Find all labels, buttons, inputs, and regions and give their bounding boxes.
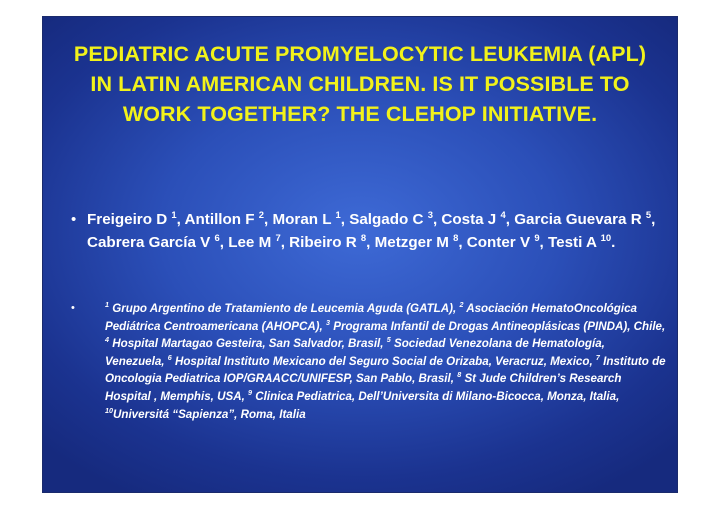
author-item: Lee M $^7$, bbox=[228, 231, 290, 251]
affiliation-list bbox=[105, 300, 667, 423]
affiliation-text: Hospital Instituto Mexicano del Seguro Social de Orizaba, Veracruz, Mexico bbox=[174, 354, 590, 368]
affiliation-superscript: 9 bbox=[248, 388, 253, 398]
affiliation-text: Programa Infantil de Drogas Antineoplásicas (PINDA), Chile bbox=[333, 319, 662, 333]
author-superscript: 3 bbox=[427, 208, 433, 220]
author-superscript: 4 bbox=[500, 208, 506, 220]
bullet-authors: • bbox=[71, 211, 77, 228]
affiliation-item: $^2$ Asociación HematoOncológica Pediátrica Centroamericana (AHOPCA), bbox=[105, 300, 637, 333]
author-item: Salgado C $^3$, bbox=[349, 208, 442, 228]
affiliation-item: $^1$ Grupo Argentino de Tratamiento de Leucemia Aguda (GATLA), bbox=[105, 300, 460, 315]
author-superscript: 10 bbox=[600, 231, 612, 243]
affiliation-item: $^6$ Hospital Instituto Mexicano del Seguro Social de Orizaba, Veracruz, Mexico, bbox=[167, 352, 596, 368]
author-name: Testi A bbox=[548, 233, 597, 251]
affiliation-item: $^9$ Clinica Pediatrica, Dell’Universita di Milano-Bicocca, Monza, Italia, bbox=[248, 388, 620, 403]
affiliation-text: Clinica Pediatrica, Dell’Universita di Milano-Bicocca, Monza, Italia bbox=[255, 389, 617, 403]
author-name: Metzger M bbox=[374, 233, 449, 251]
author-superscript: 1 bbox=[335, 208, 341, 220]
affiliation-item: $^8$ St Jude Children’s Research Hospital , Memphis, USA, bbox=[105, 370, 622, 403]
affiliation-text: Grupo Argentino de Tratamiento de Leucemia Aguda (GATLA) bbox=[112, 302, 453, 315]
affiliation-item bbox=[105, 405, 306, 421]
author-item: Cabrera García V $^6$, bbox=[87, 231, 229, 251]
affiliation-superscript: 10 bbox=[105, 405, 113, 415]
author-superscript: 1 bbox=[171, 208, 177, 220]
affiliation-superscript: 7 bbox=[595, 352, 600, 362]
affiliation-superscript: 1 bbox=[105, 300, 109, 310]
affiliation-superscript: 5 bbox=[386, 335, 391, 345]
author-superscript: 5 bbox=[645, 208, 652, 220]
author-list bbox=[87, 209, 667, 254]
bullet-affiliations: • bbox=[71, 302, 75, 314]
affiliation-text: Hospital Martagao Gesteira, San Salvador, Brasil bbox=[112, 337, 381, 351]
affiliation-item: $^5$ Sociedad Venezolana de Hematología, Venezuela, bbox=[105, 335, 605, 368]
author-name: Garcia Guevara R bbox=[514, 211, 642, 228]
author-superscript: 9 bbox=[534, 231, 540, 243]
slide bbox=[42, 16, 678, 493]
affiliation-superscript: 2 bbox=[459, 300, 464, 310]
author-name: Costa J bbox=[441, 211, 497, 228]
affiliation-superscript: 4 bbox=[105, 335, 109, 345]
author-item: Moran L $^1$, bbox=[272, 208, 350, 228]
affiliation-text: Universitá “Sapienza”, Roma, Italia bbox=[113, 407, 306, 421]
author-name: Cabrera García V bbox=[87, 233, 211, 251]
affiliation-text: Sociedad Venezolana de Hematología, Venezuela bbox=[105, 337, 605, 368]
author-name: Salgado C bbox=[349, 211, 424, 228]
author-superscript: 2 bbox=[258, 208, 265, 220]
affiliation-text: Instituto de Oncologia Pediatrica IOP/GRAACC/UNIFESP, San Pablo, Brasil bbox=[105, 354, 666, 386]
author-name: Freigeiro D bbox=[87, 211, 168, 228]
slide-title: PEDIATRIC ACUTE PROMYELOCYTIC LEUKEMIA (APL) IN LATIN AMERICAN CHILDREN. IS IT POSSIBLE TO WORK TOGETHER? THE CLEHOP INITIATIVE. bbox=[73, 42, 647, 126]
author-name: Conter V bbox=[466, 233, 531, 251]
author-name: Antillon F bbox=[184, 211, 255, 228]
author-name: Ribeiro R bbox=[289, 233, 357, 251]
author-name: Lee M bbox=[228, 233, 272, 251]
affiliation-text: Asociación HematoOncológica Pediátrica Centroamericana (AHOPCA) bbox=[105, 302, 637, 333]
affiliation-item: $^3$ Programa Infantil de Drogas Antineoplásicas (PINDA), Chile, bbox=[326, 317, 666, 333]
author-superscript: 7 bbox=[275, 231, 281, 243]
author-item: Testi A $^{10}$. bbox=[548, 231, 616, 251]
affiliation-item: $^4$ Hospital Martagao Gesteira, San Salvador, Brasil, bbox=[105, 335, 387, 351]
author-name: Moran L bbox=[272, 211, 332, 228]
affiliation-superscript: 8 bbox=[457, 370, 462, 380]
author-item: Freigeiro D $^1$, bbox=[87, 208, 185, 228]
author-superscript: 6 bbox=[214, 231, 220, 243]
author-item: Costa J $^4$, bbox=[441, 208, 515, 228]
affiliation-superscript: 6 bbox=[167, 352, 172, 362]
author-item: Conter V $^9$, bbox=[466, 231, 548, 251]
author-superscript: 8 bbox=[360, 231, 367, 243]
author-superscript: 8 bbox=[453, 231, 459, 243]
author-item: Antillon F $^2$, bbox=[184, 208, 273, 228]
author-item: Ribeiro R $^8$, bbox=[289, 231, 375, 251]
affiliation-superscript: 3 bbox=[326, 317, 330, 327]
author-item: Metzger M $^8$, bbox=[374, 231, 467, 251]
affiliation-text: St Jude Children’s Research Hospital , Memphis, USA bbox=[105, 372, 622, 403]
affiliation-item: $^7$ Instituto de Oncologia Pediatrica IOP/GRAACC/UNIFESP, San Pablo, Brasil, bbox=[105, 352, 666, 386]
author-item: Garcia Guevara R $^5$, bbox=[514, 208, 656, 228]
